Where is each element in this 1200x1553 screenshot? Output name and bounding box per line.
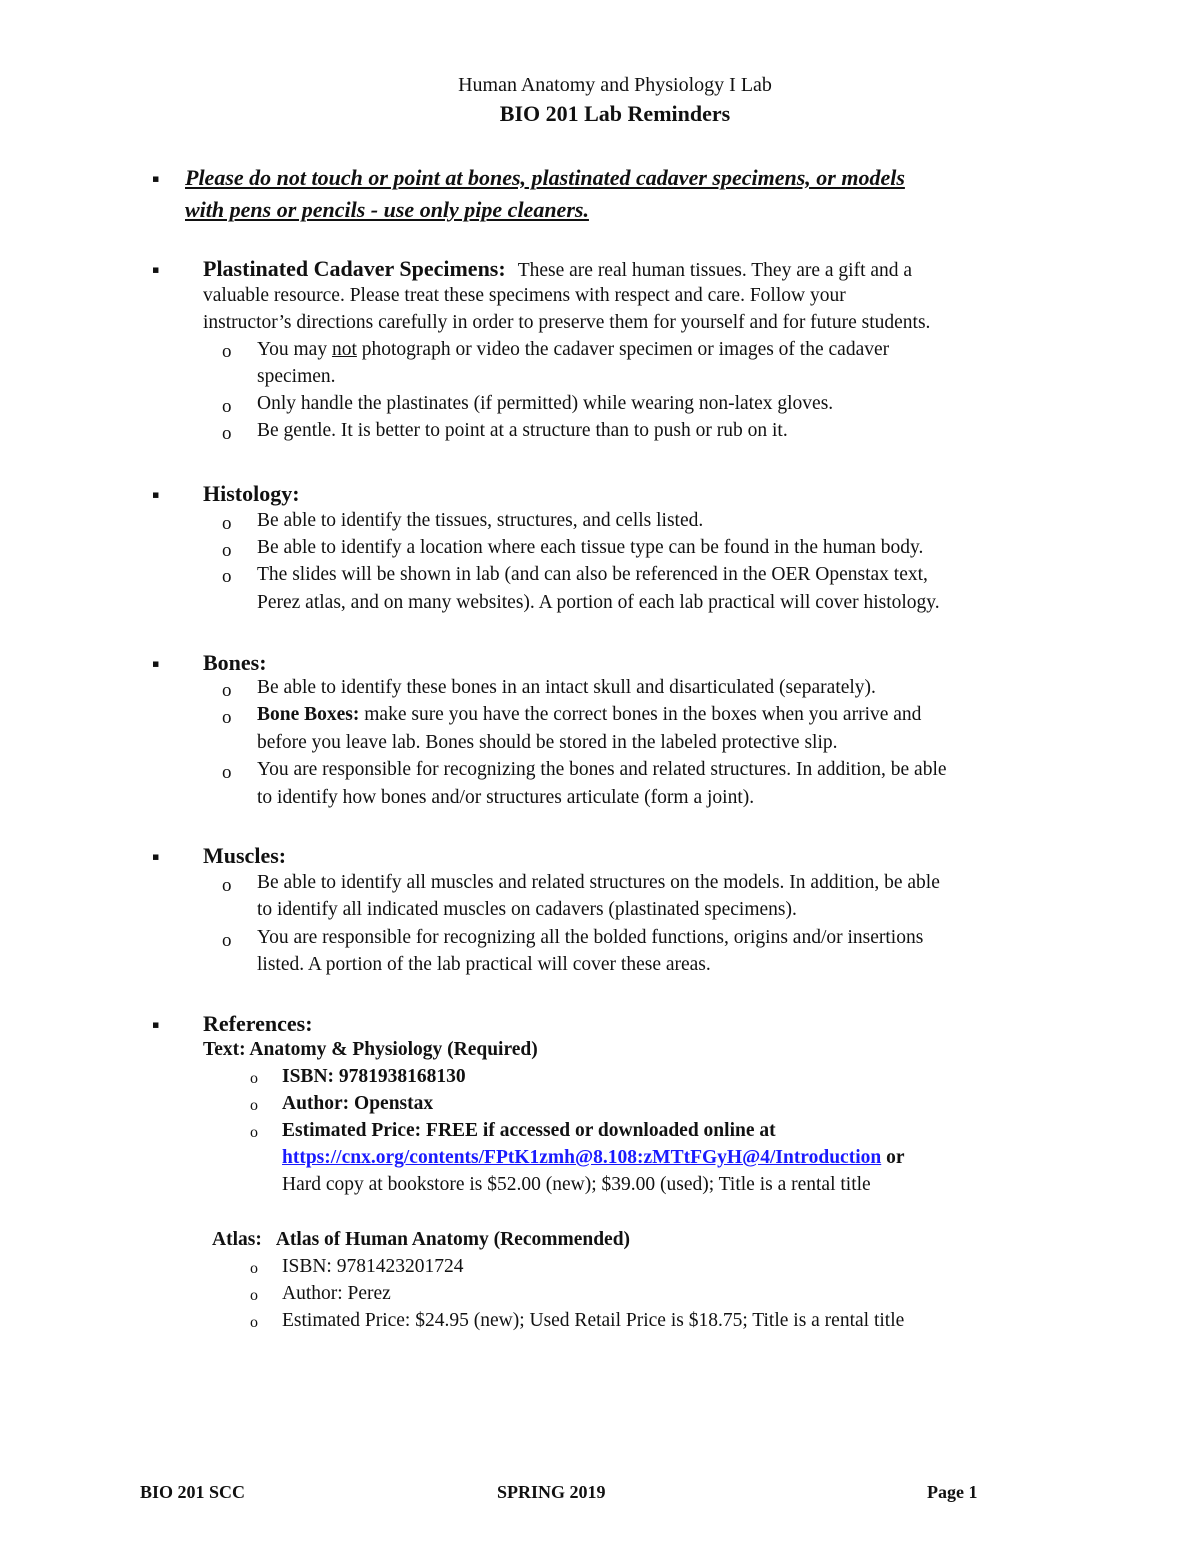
text-title: Text: Anatomy & Physiology (Required)	[203, 1039, 538, 1060]
sub-bullet: o	[250, 1314, 258, 1331]
bullet-square: ▪	[152, 263, 160, 276]
sub-bullet: o	[250, 1260, 258, 1277]
text-price: Estimated Price: FREE if accessed or downloaded online at	[282, 1120, 776, 1141]
sub-bullet: o	[222, 566, 232, 587]
atlas-price: Estimated Price: $24.95 (new); Used Retail Price is $18.75; Title is a rental title	[282, 1310, 905, 1331]
cadaver-line-1: These are real human tissues. They are a gift and a	[517, 260, 913, 281]
sub-bullet: o	[250, 1287, 258, 1304]
cadaver-line-3: instructor’s directions carefully in order to preserve them for yourself and for future students.	[203, 312, 931, 333]
cadaver-item-3: Be gentle. It is better to point at a structure than to push or rub on it.	[257, 420, 788, 441]
text-isbn: ISBN: 9781938168130	[282, 1066, 466, 1087]
sub-bullet: o	[250, 1124, 258, 1141]
histology-item-3-cont: Perez atlas, and on many websites). A portion of each lab practical will cover histology.	[257, 592, 940, 613]
sub-bullet: o	[222, 930, 232, 951]
footer-term: SPRING 2019	[497, 1482, 606, 1502]
bones-heading: Bones:	[203, 650, 267, 675]
references-heading: References:	[203, 1011, 313, 1036]
warning-line-1: Please do not touch or point at bones, plastinated cadaver specimens, or models	[185, 165, 905, 190]
atlas-title-line: Atlas: Atlas of Human Anatomy (Recommended)	[212, 1229, 631, 1250]
sub-bullet: o	[222, 513, 232, 534]
sub-bullet: o	[250, 1070, 258, 1087]
histology-item-2: Be able to identify a location where each tissue type can be found in the human body.	[257, 537, 924, 558]
cadaver-heading: Plastinated Cadaver Specimens:	[203, 256, 506, 281]
muscles-item-2: You are responsible for recognizing all the bolded functions, origins and/or insertions	[257, 927, 924, 948]
histology-item-1: Be able to identify the tissues, structures, and cells listed.	[257, 510, 704, 531]
bullet-square: ▪	[152, 657, 160, 670]
bone-boxes-label: Bone Boxes:	[257, 704, 360, 725]
sub-bullet: o	[222, 341, 232, 362]
sub-bullet: o	[222, 396, 232, 417]
footer-course: BIO 201 SCC	[140, 1482, 246, 1502]
bones-item-3: You are responsible for recognizing the bones and related structures. In addition, be able	[257, 759, 947, 780]
sub-bullet: o	[222, 762, 232, 783]
sub-bullet: o	[222, 423, 232, 444]
text-hardcopy: Hard copy at bookstore is $52.00 (new); $39.00 (used); Title is a rental title	[282, 1174, 871, 1195]
bones-item-2: Bone Boxes: make sure you have the correct bones in the boxes when you arrive and	[257, 704, 922, 725]
document-subtitle: BIO 201 Lab Reminders	[499, 101, 731, 126]
document-title: Human Anatomy and Physiology I Lab	[458, 74, 772, 96]
cadaver-heading-line	[203, 256, 912, 282]
bullet-square: ▪	[152, 488, 160, 501]
cadaver-item-1: You may not photograph or video the cadaver specimen or images of the cadaver	[257, 339, 890, 360]
warning-line-2: with pens or pencils - use only pipe cleaners.	[185, 197, 589, 222]
emphasis-not: not	[331, 339, 357, 360]
muscles-item-2-cont: listed. A portion of the lab practical will cover these areas.	[257, 954, 711, 975]
cadaver-item-1-cont: specimen.	[257, 366, 336, 387]
sub-bullet: o	[222, 540, 232, 561]
bones-item-3-cont: to identify how bones and/or structures articulate (form a joint).	[257, 787, 755, 808]
bullet-square: ▪	[152, 1018, 160, 1031]
bones-item-1: Be able to identify these bones in an intact skull and disarticulated (separately).	[257, 677, 876, 698]
sub-bullet: o	[222, 680, 232, 701]
sub-bullet: o	[250, 1097, 258, 1114]
histology-item-3: The slides will be shown in lab (and can also be referenced in the OER Openstax text,	[257, 564, 928, 585]
histology-heading: Histology:	[203, 481, 300, 506]
footer-page-number: Page 1	[927, 1482, 978, 1502]
bullet-square: ▪	[152, 850, 160, 863]
bones-item-2-cont: before you leave lab. Bones should be stored in the labeled protective slip.	[257, 732, 838, 753]
sub-bullet: o	[222, 707, 232, 728]
text-url-line: https://cnx.org/contents/FPtK1zmh@8.108:zMTtFGyH@4/Introduction or	[282, 1147, 905, 1168]
cadaver-line-2: valuable resource. Please treat these specimens with respect and care. Follow your	[203, 285, 846, 306]
muscles-item-1-cont: to identify all indicated muscles on cadavers (plastinated specimens).	[257, 899, 797, 920]
muscles-heading: Muscles:	[203, 843, 287, 868]
muscles-item-1: Be able to identify all muscles and related structures on the models. In addition, be able	[257, 872, 940, 893]
text-author: Author: Openstax	[282, 1093, 434, 1114]
bullet-square: ▪	[152, 172, 160, 185]
cadaver-item-2: Only handle the plastinates (if permitted) while wearing non-latex gloves.	[257, 393, 834, 414]
openstax-link[interactable]: https://cnx.org/contents/FPtK1zmh@8.108:zMTtFGyH@4/Introduction	[282, 1147, 882, 1168]
atlas-author: Author: Perez	[282, 1283, 391, 1304]
sub-bullet: o	[222, 875, 232, 896]
atlas-isbn: ISBN: 9781423201724	[282, 1256, 464, 1277]
